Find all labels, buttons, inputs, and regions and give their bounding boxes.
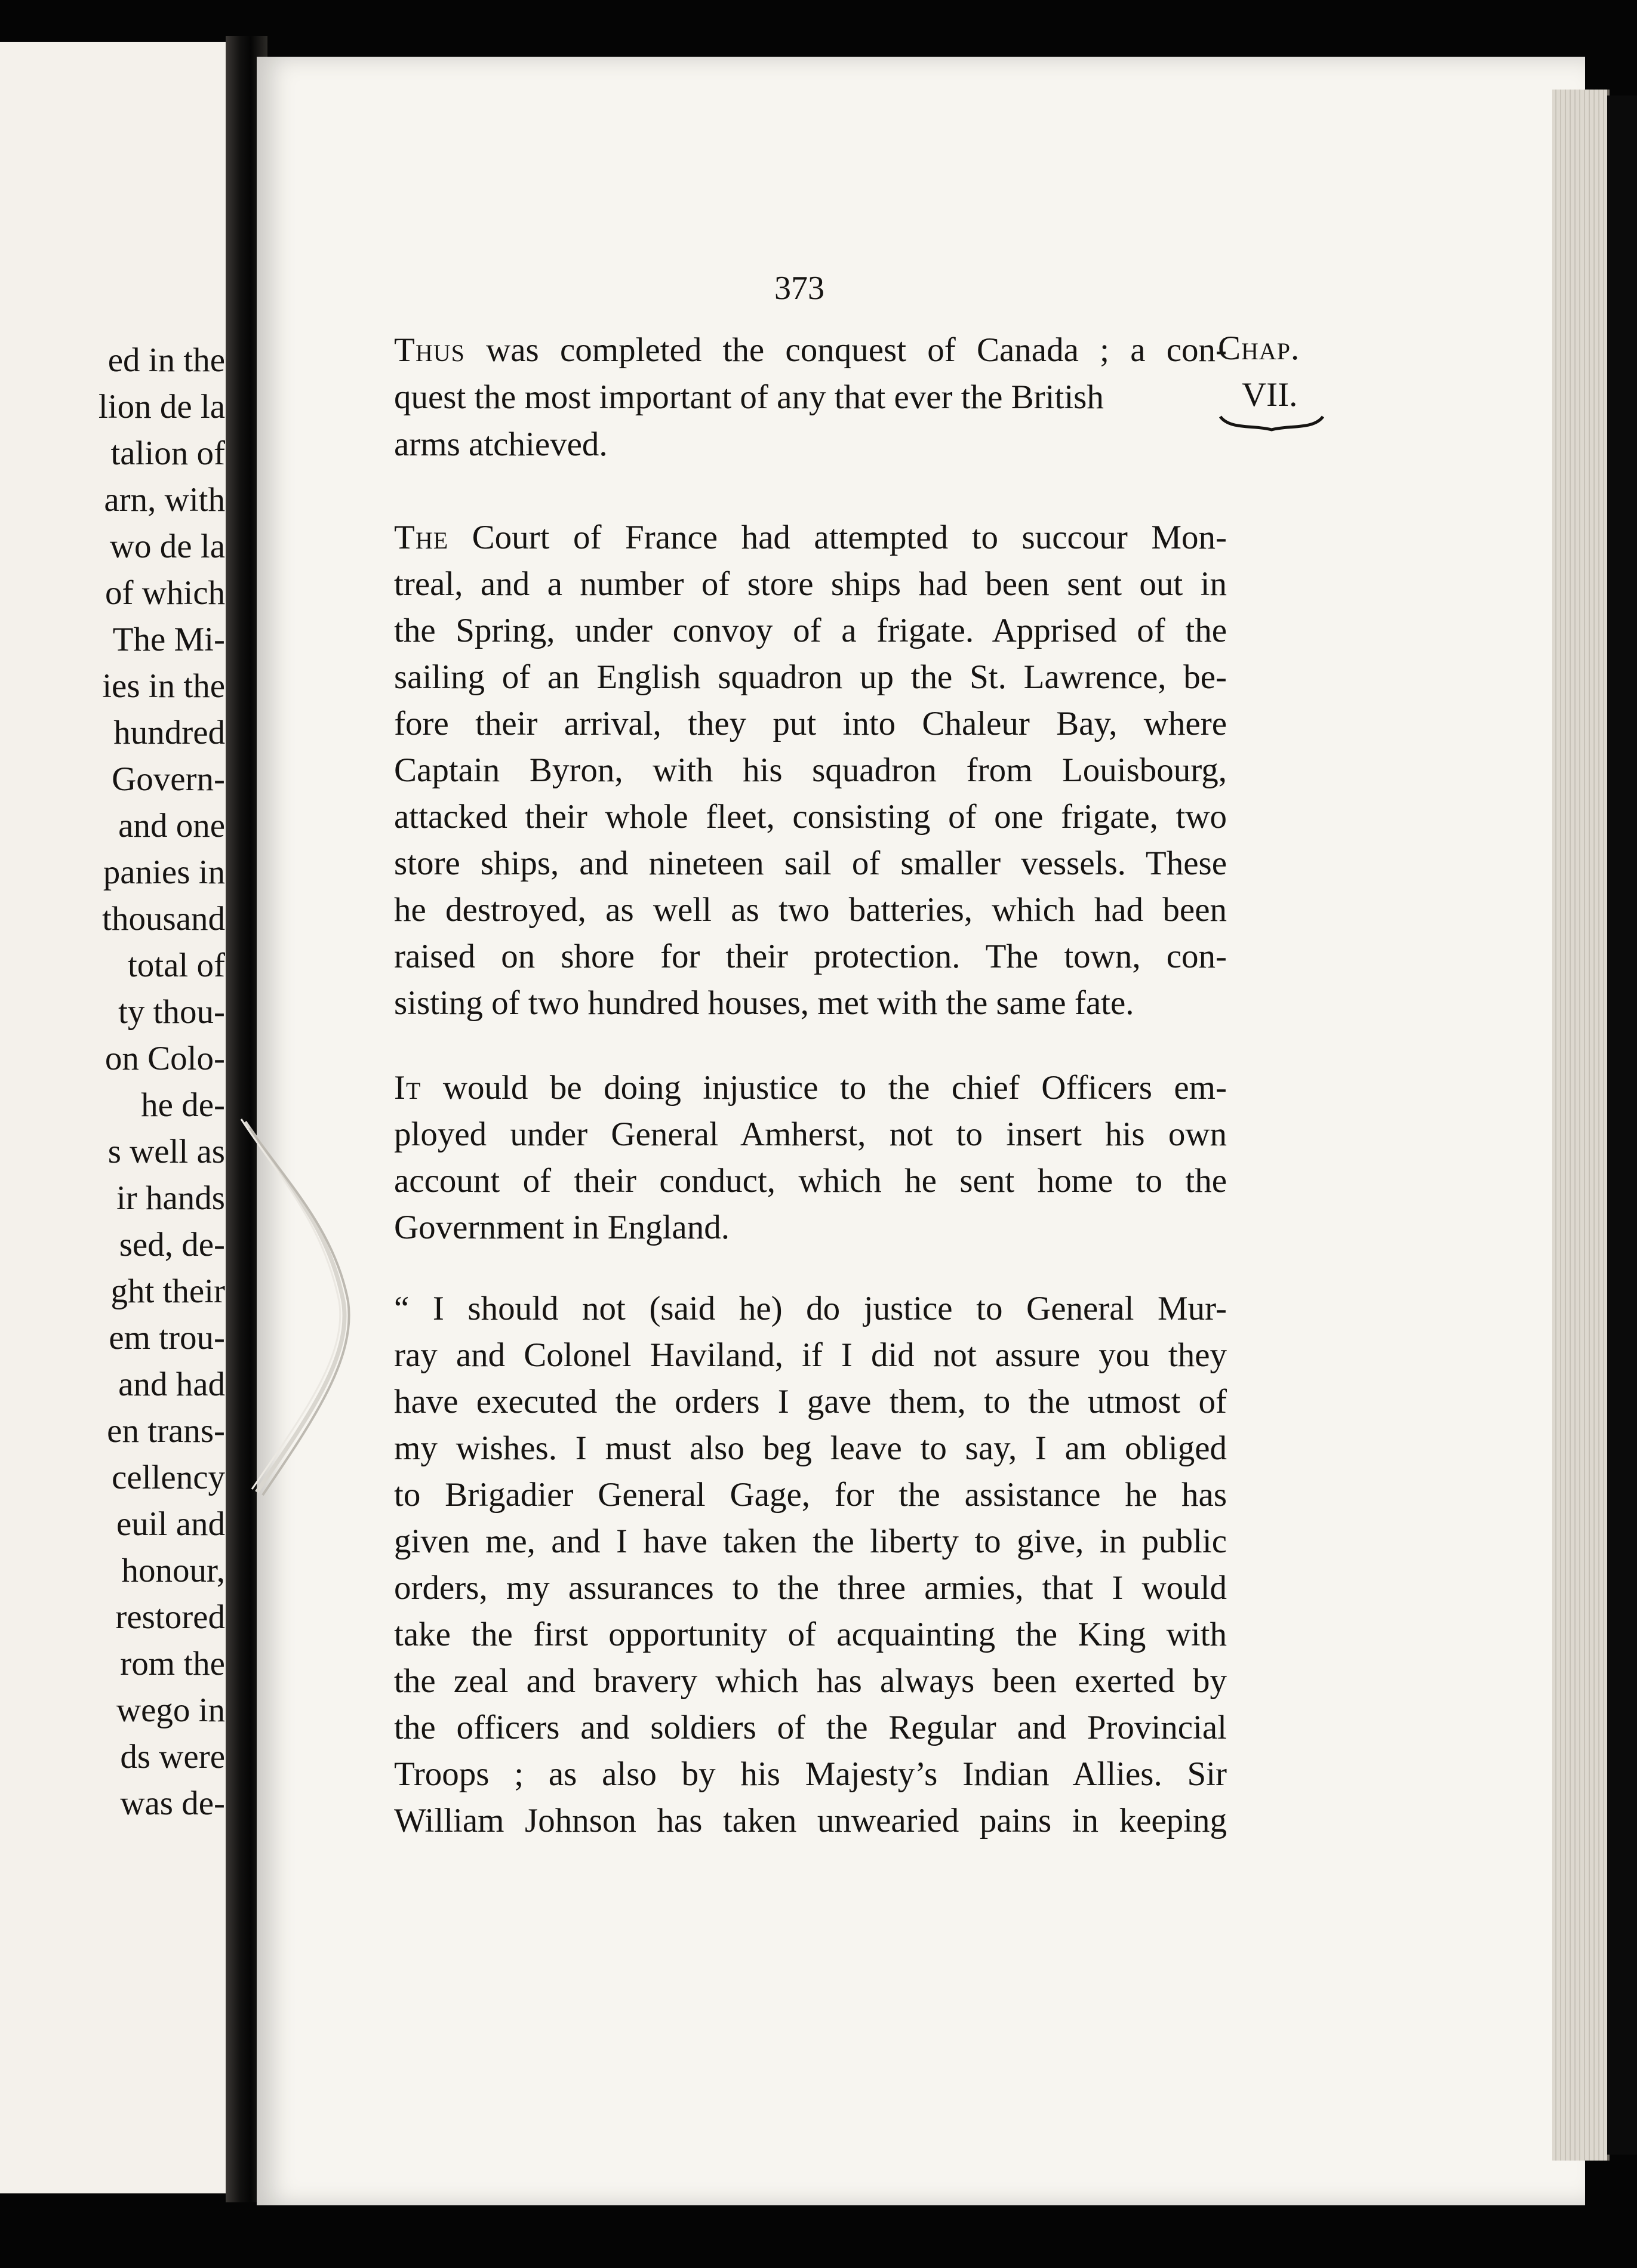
line-text: Captain Byron, with his squadron from Louisbourg, (394, 751, 1227, 789)
left-page-line: panies in (103, 853, 225, 891)
left-page-line: ty thou- (118, 993, 225, 1031)
page-edges (1552, 90, 1610, 2161)
left-page-line: total of (127, 947, 225, 984)
line-text: take the first opportunity of acquainting the King with (394, 1616, 1227, 1653)
body-text-line (394, 567, 1227, 601)
left-page-line: ed in the (107, 341, 225, 379)
line-text: was completed the conquest of Canada ; a con- (464, 331, 1227, 369)
left-page-line: rom the (120, 1645, 225, 1682)
line-text: store ships, and nineteen sail of smaller vessels. These (394, 845, 1227, 882)
left-page-line: ds were (120, 1738, 225, 1776)
paragraph-lead-word: The (394, 519, 449, 556)
line-text: the officers and soldiers of the Regular and Provincial (394, 1709, 1227, 1746)
margin-chapter-label: Chap. (1218, 329, 1300, 367)
left-page-line: restored (115, 1598, 225, 1636)
line-text: Government in England. (394, 1209, 730, 1246)
line-text: sisting of two hundred houses, met with the same fate. (394, 984, 1134, 1022)
body-text-line (394, 1757, 1227, 1791)
body-text-line (394, 1385, 1227, 1419)
left-page-line: ir hands (116, 1179, 225, 1217)
left-page-line: cellency (112, 1459, 225, 1496)
left-page-line: euil and (116, 1505, 225, 1543)
left-page-line: of which (104, 574, 225, 612)
body-text-line (394, 427, 1227, 461)
left-page-line: he de- (141, 1086, 225, 1124)
body-text-line (394, 893, 1227, 927)
margin-chapter-number: VII. (1242, 376, 1298, 414)
left-page-line: and one (118, 807, 225, 845)
body-text-line (394, 800, 1227, 834)
body-text-line (394, 1071, 1227, 1105)
left-page-line: lion de la (98, 388, 225, 426)
line-text: he destroyed, as well as two batteries, which had been (394, 891, 1227, 929)
left-page-line: and had (118, 1366, 225, 1403)
body-text-line (394, 1338, 1227, 1372)
line-text: would be doing injustice to the chief Officers em- (421, 1069, 1227, 1107)
line-text: given me, and I have taken the liberty to give, in public (394, 1523, 1227, 1560)
line-text: quest the most important of any that ever the British (394, 378, 1104, 416)
line-text: ployed under General Amherst, not to insert his own (394, 1115, 1227, 1153)
body-text-line (394, 520, 1227, 554)
page-number: 373 (774, 270, 824, 307)
body-text-line (394, 1524, 1227, 1558)
body-text-line (394, 1711, 1227, 1745)
line-text: sailing of an English squadron up the St. Lawrence, be- (394, 658, 1227, 696)
left-page-line: Govern- (112, 760, 225, 798)
line-text: the Spring, under convoy of a frigate. Apprised of the (394, 612, 1227, 649)
left-facing-page (0, 42, 236, 2193)
line-text: to Brigadier General Gage, for the assistance he has (394, 1476, 1227, 1514)
body-text-line (394, 333, 1227, 367)
left-page-line: talion of (110, 435, 225, 472)
left-page-line: arn, with (104, 481, 225, 519)
line-text: orders, my assurances to the three armies, that I would (394, 1569, 1227, 1607)
body-text-line (394, 380, 1227, 414)
line-text: Court of France had attempted to succour Mon- (448, 519, 1227, 556)
body-text-line (394, 660, 1227, 694)
body-text-line (394, 1478, 1227, 1512)
page-edges-shadow (1607, 95, 1637, 2155)
line-text: treal, and a number of store ships had been sent out in (394, 565, 1227, 603)
left-page-line: was de- (120, 1785, 225, 1822)
line-text: William Johnson has taken unwearied pains in keeping (394, 1802, 1227, 1839)
left-page-line: The Mi- (112, 621, 225, 658)
left-page-line: em trou- (109, 1319, 225, 1357)
left-page-line: wego in (116, 1691, 225, 1729)
line-text: arms atchieved. (394, 426, 608, 463)
left-page-line: ght their (110, 1272, 225, 1310)
left-page-line: s well as (107, 1133, 225, 1170)
body-text-line (394, 1431, 1227, 1465)
line-text: Troops ; as also by his Majesty’s Indian Allies. Sir (394, 1755, 1227, 1793)
line-text: have executed the orders I gave them, to the utmost of (394, 1383, 1227, 1420)
body-text-line (394, 1292, 1227, 1326)
line-text: attacked their whole fleet, consisting of one frigate, two (394, 798, 1227, 836)
body-text-line (394, 1617, 1227, 1651)
body-text-line (394, 707, 1227, 741)
body-text-line (394, 846, 1227, 880)
body-text-line (394, 1117, 1227, 1151)
line-text: ray and Colonel Haviland, if I did not assure you they (394, 1336, 1227, 1374)
body-text-line (394, 1804, 1227, 1838)
body-text-line (394, 939, 1227, 973)
left-page-line: en trans- (107, 1412, 225, 1450)
paragraph-lead-word: It (394, 1069, 421, 1107)
left-page-line: honour, (121, 1552, 225, 1589)
paragraph-lead-word: Thus (394, 331, 465, 369)
body-text-line (394, 986, 1227, 1020)
body-text-line (394, 1571, 1227, 1605)
line-text: the zeal and bravery which has always been exerted by (394, 1662, 1227, 1700)
left-page-line: on Colo- (104, 1040, 225, 1077)
left-page-line: sed, de- (119, 1226, 225, 1264)
body-text-line (394, 1164, 1227, 1198)
left-page-line: thousand (102, 900, 225, 938)
body-text-line (394, 1210, 1227, 1244)
left-page-line: ies in the (102, 667, 225, 705)
left-page-line: hundred (113, 714, 225, 751)
line-text: “ I should not (said he) do justice to General Mur- (394, 1290, 1227, 1327)
body-text-line (394, 753, 1227, 787)
body-text-line (394, 1664, 1227, 1698)
line-text: raised on shore for their protection. The town, con- (394, 938, 1227, 975)
body-text-line (394, 614, 1227, 648)
line-text: fore their arrival, they put into Chaleur Bay, where (394, 705, 1227, 742)
line-text: account of their conduct, which he sent home to the (394, 1162, 1227, 1200)
line-text: my wishes. I must also beg leave to say, I am obliged (394, 1429, 1227, 1467)
left-page-line: wo de la (109, 528, 225, 565)
margin-brace-ornament (1218, 412, 1325, 436)
